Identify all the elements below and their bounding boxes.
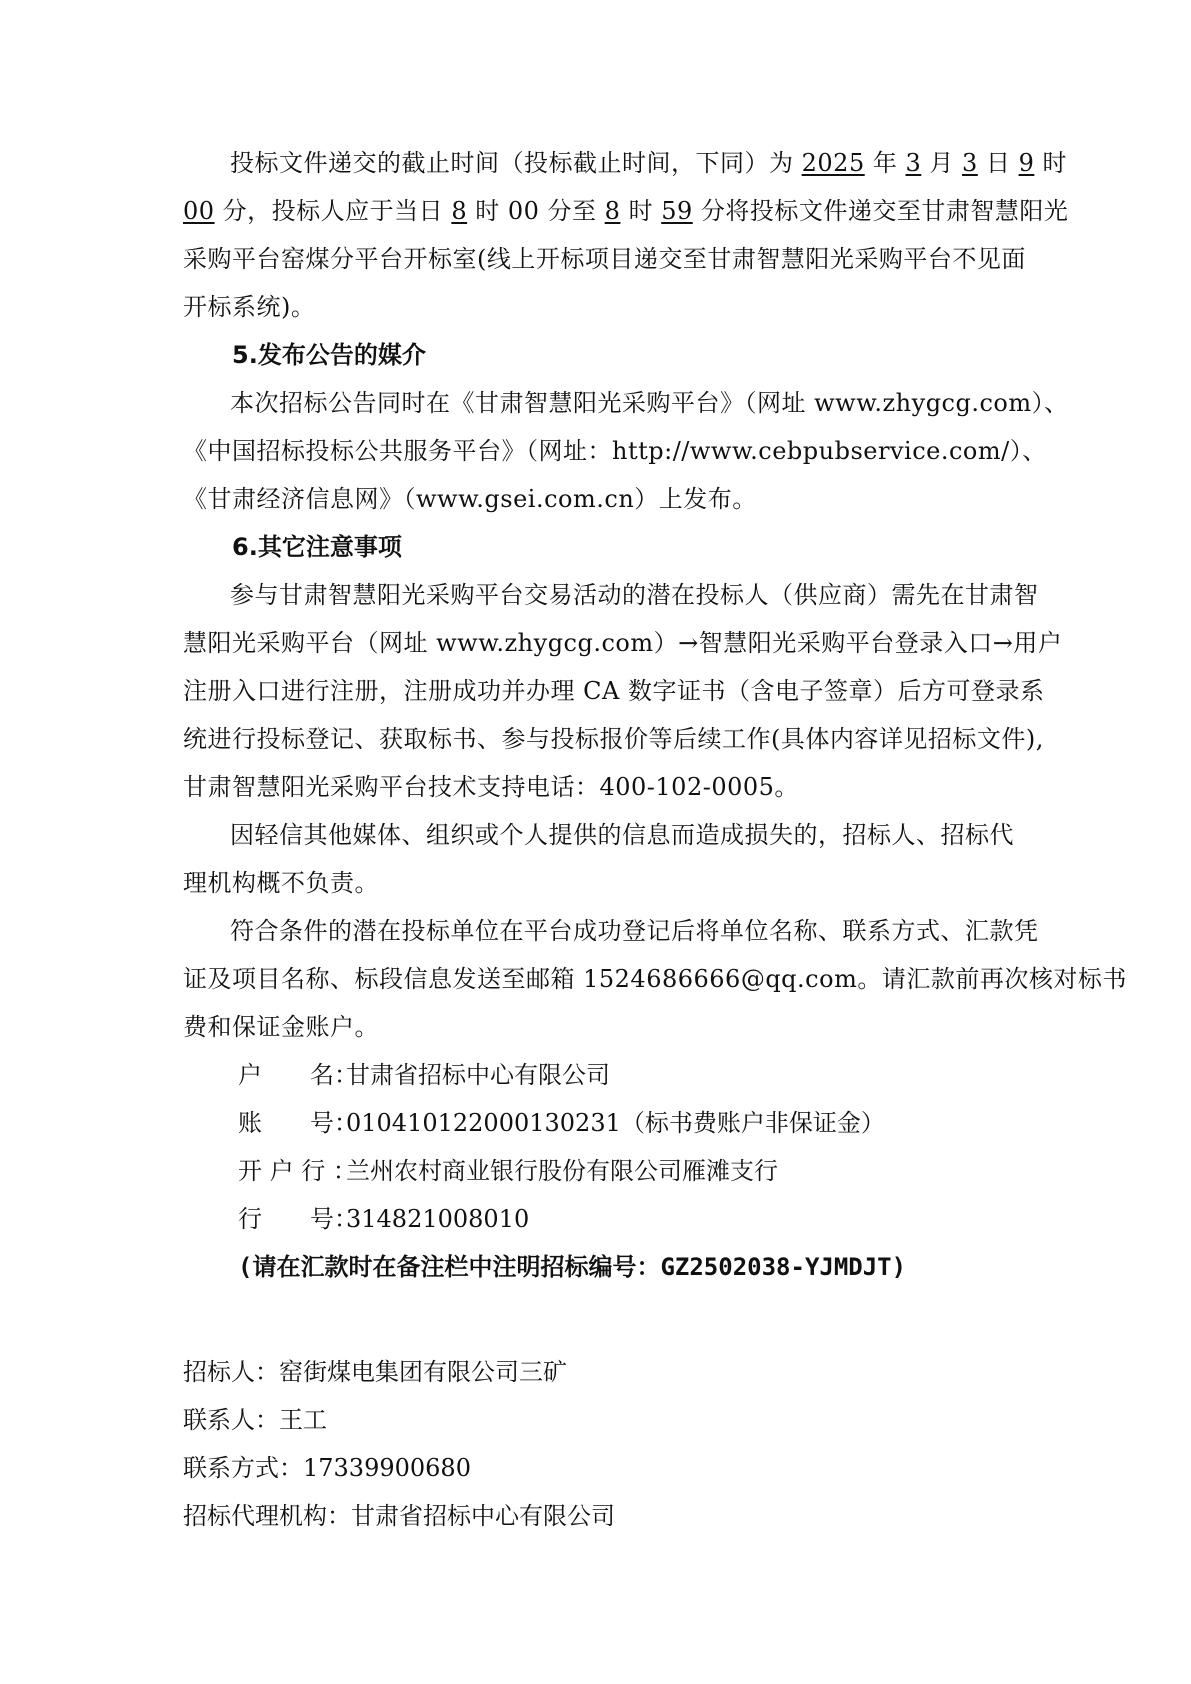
contact-person: 联系人：王工 [183,1406,327,1434]
account-bank-label: 开 户 行 ： [238,1157,357,1185]
section6-para1-line-1: 参与甘肃智慧阳光采购平台交易活动的潜在投标人（供应商）需先在甘肃智 [230,581,1039,609]
section6-para3-line-2: 证及项目名称、标段信息发送至邮箱 1524686666@qq.com。请汇款前再次核对标书 [183,965,1127,993]
account-number-value: 010410122000130231（标书费账户非保证金） [346,1109,885,1137]
section5-line-2: 《中国招标投标公共服务平台》（网址：http://www.cebpubservice.com/）、 [183,437,1047,465]
section6-para1-line-4: 统进行投标登记、获取标书、参与投标报价等后续工作(具体内容详见招标文件), [183,725,1044,753]
tender-agency: 招标代理机构：甘肃省招标中心有限公司 [183,1502,615,1530]
deadline-line-4: 开标系统)。 [183,293,316,321]
account-code-row [238,1204,529,1234]
deadline-line-3: 采购平台窑煤分平台开标室(线上开标项目递交至甘肃智慧阳光采购平台不见面 [183,245,1026,273]
section6-para3-line-1: 符合条件的潜在投标单位在平台成功登记后将单位名称、联系方式、汇款凭 [230,917,1039,945]
remittance-note: (请在汇款时在备注栏中注明招标编号：GZ2502038-YJMDJT) [238,1253,907,1281]
section6-para1-line-5: 甘肃智慧阳光采购平台技术支持电话：400-102-0005。 [183,773,799,801]
account-code-value: 314821008010 [346,1205,530,1233]
account-number-label: 账 号： [238,1109,358,1137]
section5-heading: 5.发布公告的媒介 [232,341,426,369]
contact-phone: 联系方式：17339900680 [183,1454,471,1482]
deadline-line-1: 投标文件递交的截止时间（投标截止时间，下同）为 2025 年 3 月 3 日 9 时 [230,149,1067,177]
section5-line-1: 本次招标公告同时在《甘肃智慧阳光采购平台》（网址 www.zhygcg.com）、 [230,389,1069,417]
section6-heading: 6.其它注意事项 [232,533,402,561]
section6-para1-line-3: 注册入口进行注册，注册成功并办理 CA 数字证书（含电子签章）后方可登录系 [183,677,1045,705]
account-name-label: 户 名： [238,1061,358,1089]
account-bank-row [238,1156,778,1186]
account-number-row [238,1108,885,1138]
section6-para2-line-1: 因轻信其他媒体、组织或个人提供的信息而造成损失的，招标人、招标代 [230,821,1014,849]
section6-para3-line-3: 费和保证金账户。 [183,1013,379,1041]
tenderer: 招标人：窑街煤电集团有限公司三矿 [183,1358,567,1386]
section6-para1-line-2: 慧阳光采购平台（网址 www.zhygcg.com）→智慧阳光采购平台登录入口→用户 [183,629,1063,657]
section6-para2-line-2: 理机构概不负责。 [183,869,379,897]
deadline-line-2: 00 分，投标人应于当日 8 时 00 分至 8 时 59 分将投标文件递交至甘肃智慧阳光 [183,197,1069,225]
account-code-label: 行 号： [238,1205,358,1233]
section5-line-3: 《甘肃经济信息网》（www.gsei.com.cn）上发布。 [183,485,757,513]
account-name-value: 甘肃省招标中心有限公司 [346,1061,610,1089]
account-bank-value: 兰州农村商业银行股份有限公司雁滩支行 [346,1157,778,1185]
account-name-row [238,1060,610,1090]
